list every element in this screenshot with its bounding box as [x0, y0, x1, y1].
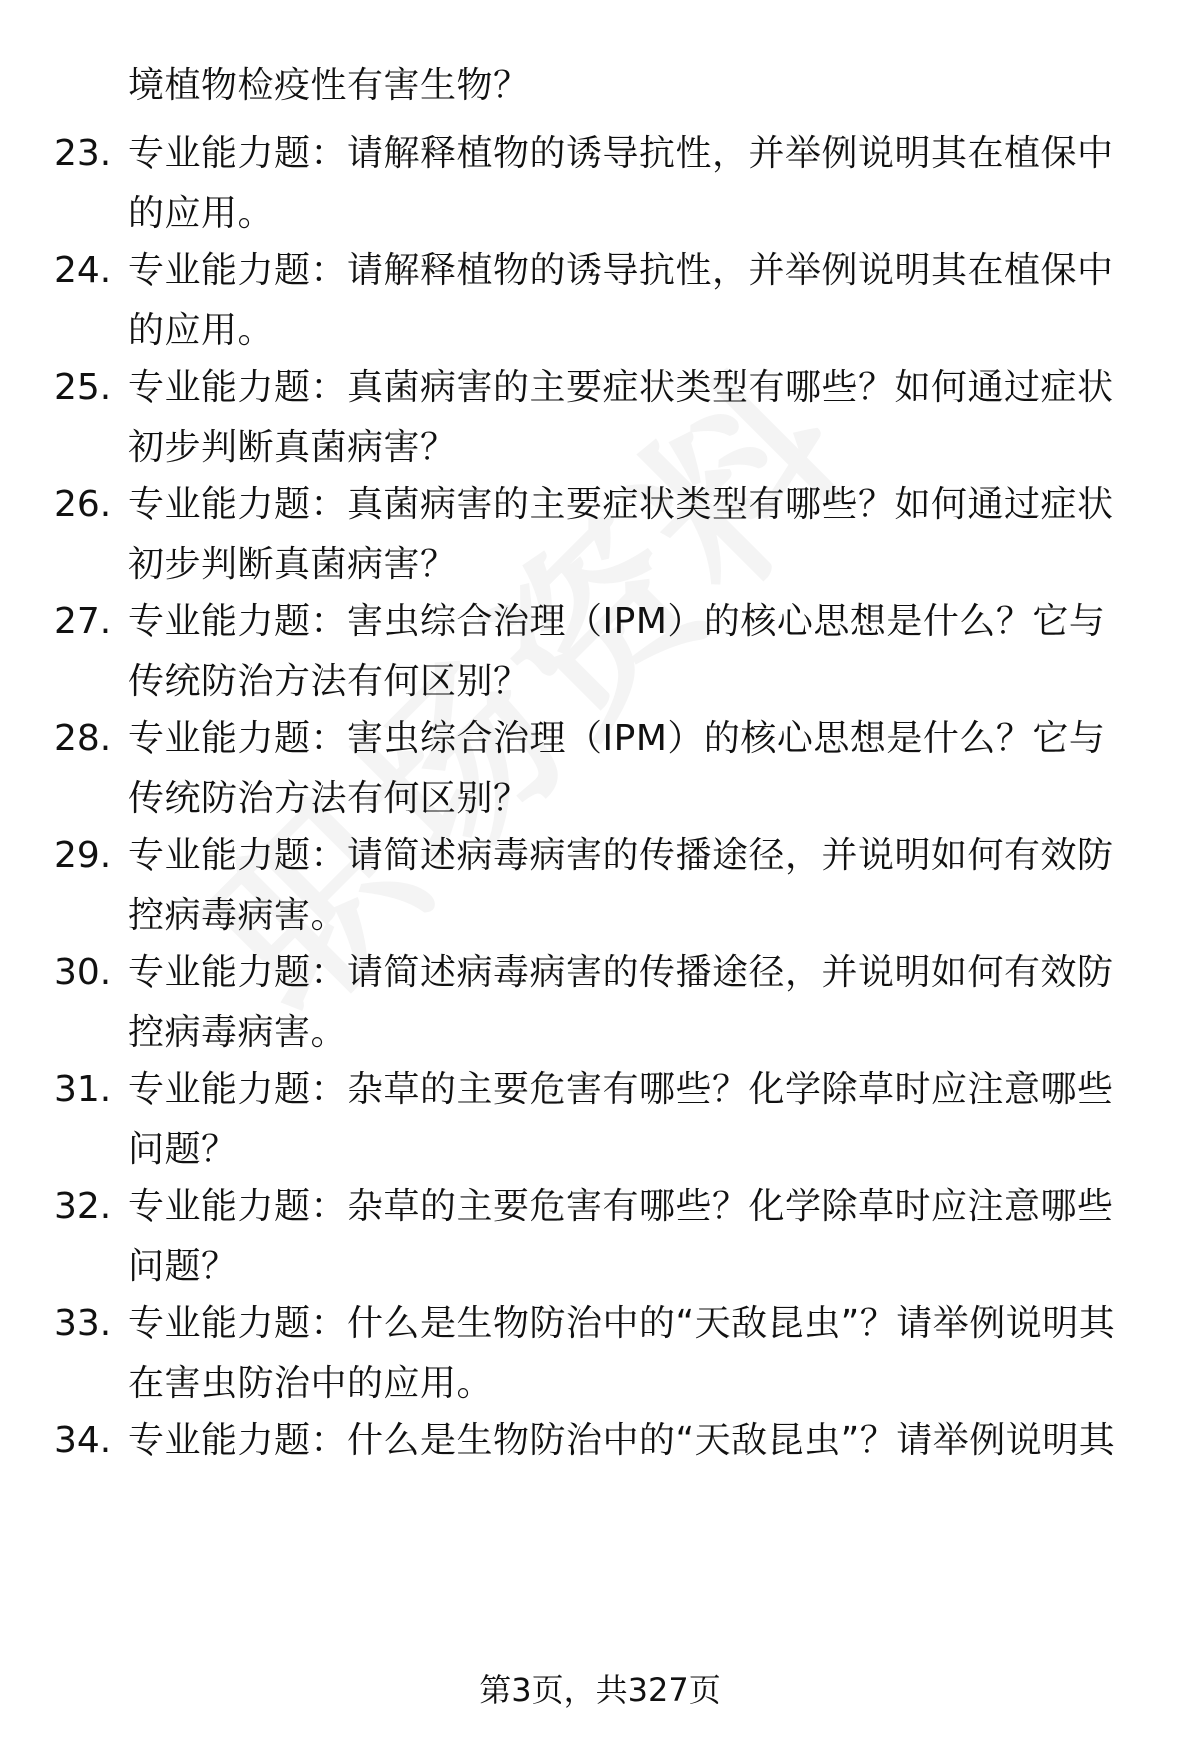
item-text: 专业能力题：真菌病害的主要症状类型有哪些？如何通过症状初步判断真菌病害？	[128, 484, 1114, 585]
item-text: 专业能力题：什么是生物防治中的“天敌昆虫”？请举例说明其	[128, 1420, 1116, 1461]
item-text: 专业能力题：害虫综合治理（IPM）的核心思想是什么？它与传统防治方法有何区别？	[128, 601, 1106, 702]
item-number: 28.	[54, 718, 112, 759]
item-number: 33.	[54, 1303, 112, 1344]
item-number: 26.	[54, 484, 112, 525]
item-text: 专业能力题：什么是生物防治中的“天敌昆虫”？请举例说明其在害虫防治中的应用。	[128, 1303, 1116, 1404]
item-number: 30.	[54, 952, 112, 993]
item-number: 27.	[54, 601, 112, 642]
item-number: 25.	[54, 367, 112, 408]
item-number: 24.	[54, 250, 112, 291]
item-text: 专业能力题：真菌病害的主要症状类型有哪些？如何通过症状初步判断真菌病害？	[128, 367, 1114, 468]
item-text: 专业能力题：请简述病毒病害的传播途径，并说明如何有效防控病毒病害。	[128, 835, 1114, 936]
item-number: 31.	[54, 1069, 112, 1110]
item-text: 专业能力题：杂草的主要危害有哪些？化学除草时应注意哪些问题？	[128, 1186, 1114, 1287]
item-number: 32.	[54, 1186, 112, 1227]
item-number: 34.	[54, 1420, 112, 1461]
item-text: 专业能力题：杂草的主要危害有哪些？化学除草时应注意哪些问题？	[128, 1069, 1114, 1170]
item-text: 专业能力题：请解释植物的诱导抗性，并举例说明其在植保中的应用。	[128, 133, 1114, 234]
item-text: 专业能力题：请简述病毒病害的传播途径，并说明如何有效防控病毒病害。	[128, 952, 1114, 1053]
page-footer: 第3页，共327页	[479, 1671, 721, 1709]
item-number: 29.	[54, 835, 112, 876]
item-text: 专业能力题：请解释植物的诱导抗性，并举例说明其在植保中的应用。	[128, 250, 1114, 351]
item-text: 专业能力题：害虫综合治理（IPM）的核心思想是什么？它与传统防治方法有何区别？	[128, 718, 1106, 819]
continuation-text: 境植物检疫性有害生物？	[128, 65, 530, 106]
item-number: 23.	[54, 133, 112, 174]
